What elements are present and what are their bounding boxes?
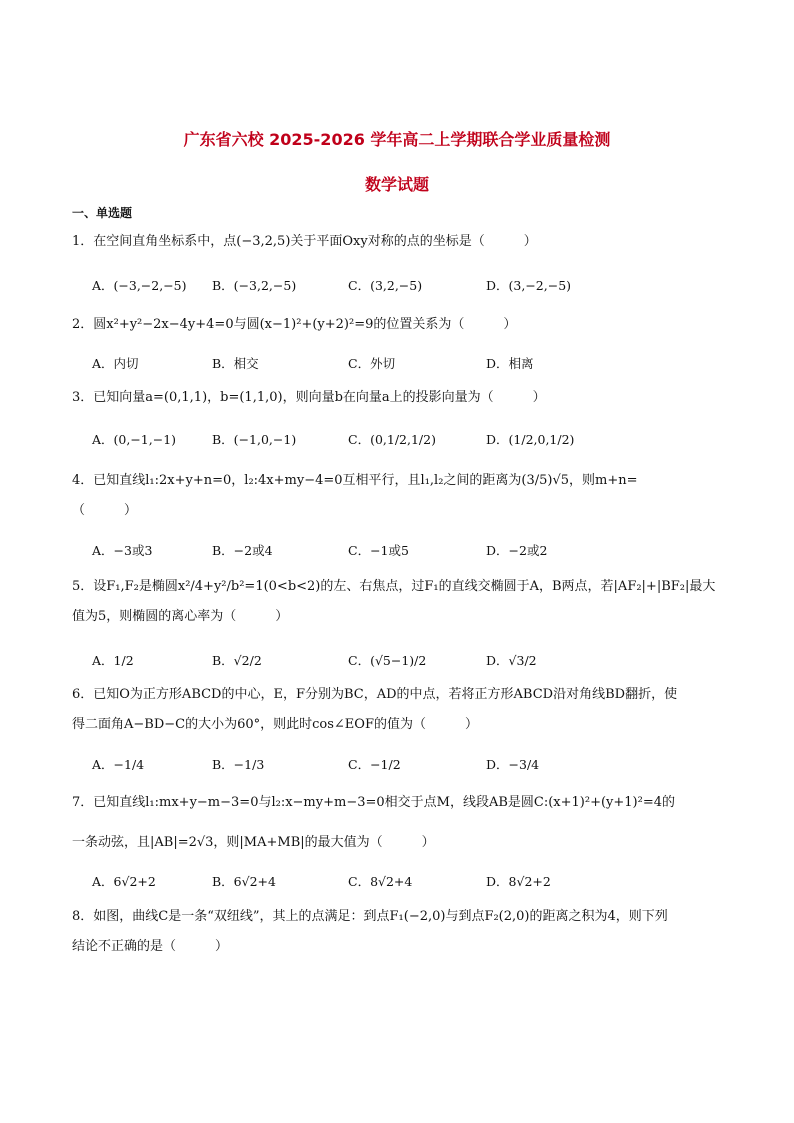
question-1-option-d[interactable]: D．(3,−2,−5) bbox=[486, 278, 572, 293]
question-6 bbox=[72, 680, 732, 740]
question-4-option-d[interactable]: D．−2或2 bbox=[486, 543, 548, 558]
question-2-stem: 2．圆x²+y²−2x−4y+4=0与圆(x−1)²+(y+2)²=9的位置关系为（ ） bbox=[72, 317, 517, 332]
question-1-options bbox=[92, 276, 712, 300]
question-5-options bbox=[92, 651, 712, 675]
question-3-option-a[interactable]: A．(0,−1,−1) bbox=[92, 432, 177, 447]
question-3-options bbox=[92, 430, 712, 454]
question-8-stem-line-2: 结论不正确的是（ ） bbox=[72, 939, 229, 954]
question-2 bbox=[72, 313, 732, 337]
question-1-option-a[interactable]: A．(−3,−2,−5) bbox=[92, 278, 187, 293]
question-7-options bbox=[92, 872, 712, 896]
question-6-stem-line-2: 得二面角A−BD−C的大小为60°，则此时cos∠EOF的值为（ ） bbox=[72, 717, 478, 732]
question-4-option-c[interactable]: C．−1或5 bbox=[348, 543, 409, 558]
question-2-option-d[interactable]: D．相离 bbox=[486, 356, 534, 371]
question-5 bbox=[72, 572, 732, 632]
question-4-option-a[interactable]: A．−3或3 bbox=[92, 543, 153, 558]
question-2-option-c[interactable]: C．外切 bbox=[348, 356, 396, 371]
question-6-option-d[interactable]: D．−3/4 bbox=[486, 757, 540, 772]
question-7 bbox=[72, 788, 732, 858]
question-5-option-a[interactable]: A．1/2 bbox=[92, 653, 134, 668]
question-6-option-b[interactable]: B．−1/3 bbox=[212, 757, 265, 772]
question-3-option-b[interactable]: B．(−1,0,−1) bbox=[212, 432, 297, 447]
question-4 bbox=[72, 466, 732, 526]
question-8-stem-line-1: 8．如图，曲线C是一条“双纽线”，其上的点满足：到点F₁(−2,0)与到点F₂(2,0)的距离之积为4，则下列 bbox=[72, 909, 668, 924]
question-4-stem-line-1: 4．已知直线l₁:2x+y+n=0，l₂:4x+my−4=0互相平行，且l₁,l₂之间的距离为(3/5)√5，则m+n= bbox=[72, 473, 638, 488]
question-7-option-d[interactable]: D．8√2+2 bbox=[486, 874, 551, 889]
question-6-stem-line-1: 6．已知O为正方形ABCD的中心，E，F分别为BC，AD的中点，若将正方形ABCD沿对角线BD翻折，使 bbox=[72, 687, 678, 702]
question-4-option-b[interactable]: B．−2或4 bbox=[212, 543, 273, 558]
question-7-option-b[interactable]: B．6√2+4 bbox=[212, 874, 276, 889]
exam-title: 广东省六校 2025-2026 学年高二上学期联合学业质量检测 bbox=[183, 130, 611, 149]
question-1-stem: 1．在空间直角坐标系中，点(−3,2,5)关于平面Oxy对称的点的坐标是（ ） bbox=[72, 234, 537, 249]
question-5-stem-line-1: 5．设F₁,F₂是椭圆x²/4+y²/b²=1(0<b<2)的左、右焦点，过F₁的直线交椭圆于A，B两点，若|AF₂|+|BF₂|最大 bbox=[72, 579, 716, 594]
question-3-option-c[interactable]: C．(0,1/2,1/2) bbox=[348, 432, 436, 447]
question-5-option-d[interactable]: D．√3/2 bbox=[486, 653, 537, 668]
question-1 bbox=[72, 230, 732, 254]
question-3-stem: 3．已知向量a=(0,1,1)，b=(1,1,0)，则向量b在向量a上的投影向量为（ ） bbox=[72, 390, 546, 405]
question-4-stem-line-2: （ ） bbox=[72, 503, 138, 518]
question-8 bbox=[72, 902, 732, 962]
question-5-option-b[interactable]: B．√2/2 bbox=[212, 653, 262, 668]
question-4-options bbox=[92, 541, 712, 565]
question-2-option-a[interactable]: A．内切 bbox=[92, 356, 139, 371]
question-6-options bbox=[92, 755, 712, 779]
question-1-option-b[interactable]: B．(−3,2,−5) bbox=[212, 278, 297, 293]
question-6-option-a[interactable]: A．−1/4 bbox=[92, 757, 145, 772]
question-6-option-c[interactable]: C．−1/2 bbox=[348, 757, 401, 772]
question-3-option-d[interactable]: D．(1/2,0,1/2) bbox=[486, 432, 575, 447]
question-2-option-b[interactable]: B．相交 bbox=[212, 356, 259, 371]
question-5-stem-line-2: 值为5，则椭圆的离心率为（ ） bbox=[72, 609, 289, 624]
question-3 bbox=[72, 386, 732, 410]
question-1-option-c[interactable]: C．(3,2,−5) bbox=[348, 278, 423, 293]
question-7-option-c[interactable]: C．8√2+4 bbox=[348, 874, 413, 889]
section-heading: 一、单选题 bbox=[72, 206, 133, 220]
exam-subject: 数学试题 bbox=[364, 175, 429, 194]
question-7-stem-line-1: 7．已知直线l₁:mx+y−m−3=0与l₂:x−my+m−3=0相交于点M，线段AB是圆C:(x+1)²+(y+1)²=4的 bbox=[72, 795, 676, 810]
question-5-option-c[interactable]: C．(√5−1)/2 bbox=[348, 653, 427, 668]
question-7-option-a[interactable]: A．6√2+2 bbox=[92, 874, 156, 889]
question-7-stem-line-2: 一条动弦，且|AB|=2√3，则|MA+MB|的最大值为（ ） bbox=[72, 835, 435, 850]
question-2-options bbox=[92, 354, 712, 378]
